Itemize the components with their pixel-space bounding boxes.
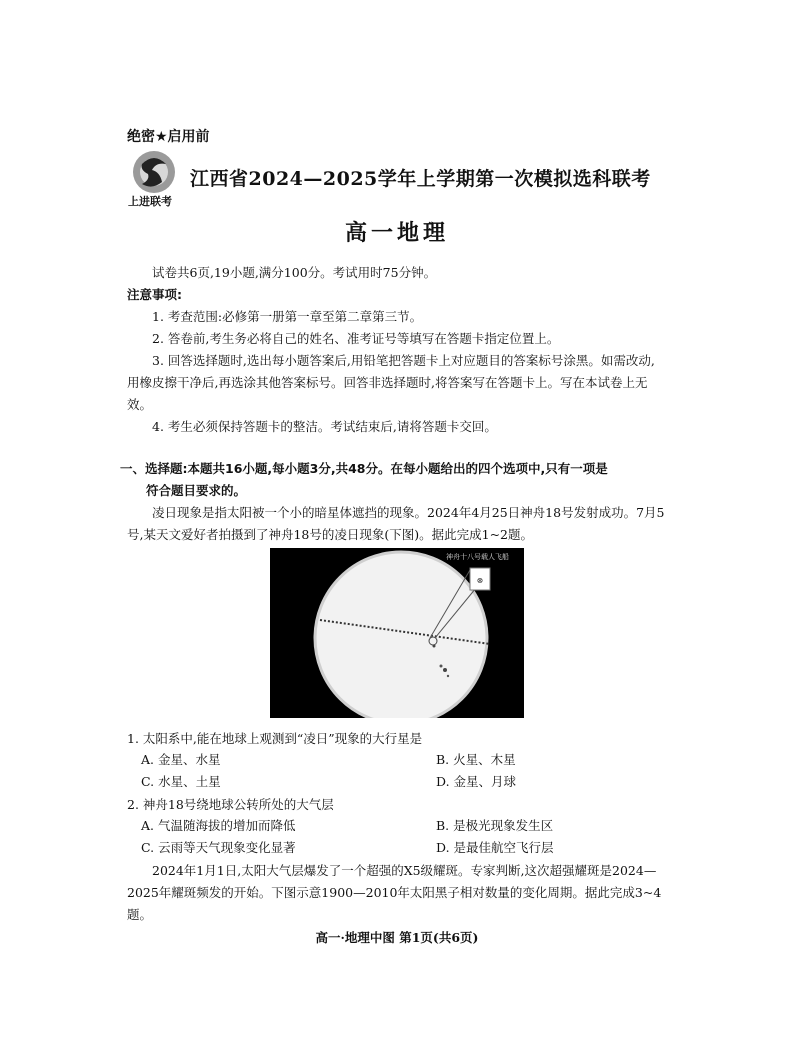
instruction-item: 1. 考查范围:必修第一册第一章至第二章第三节。 [152, 309, 423, 324]
question-stem: 2. 神舟18号绕地球公转所处的大气层 [127, 797, 334, 812]
exam-intro: 试卷共6页,19小题,满分100分。考试用时75分钟。 [152, 265, 437, 280]
question-stem: 1. 太阳系中,能在地球上观测到“凌日”现象的大行星是 [127, 731, 423, 746]
option-a: A. 气温随海拔的增加而降低 [141, 818, 296, 833]
option-d: D. 金星、月球 [436, 774, 517, 789]
exam-title: 江西省2024—2025学年上学期第一次模拟选科联考 [190, 168, 651, 190]
figure-label: 神舟十八号载人飞船 [446, 553, 509, 561]
logo-text: 上进联考 [128, 195, 172, 208]
instruction-item: 4. 考生必须保持答题卡的整洁。考试结束后,请将答题卡交回。 [152, 419, 497, 434]
solar-transit-photo [270, 548, 524, 718]
passage-transit: 凌日现象是指太阳被一个小的暗星体遮挡的现象。2024年4月25日神舟18号发射成功。7月5号,某天文爱好者拍摄到了神舟18号的凌日现象(下图)。据此完成1~2题。 [127, 505, 665, 542]
option-c: C. 水星、土星 [141, 774, 221, 789]
instructions-heading: 注意事项: [127, 287, 182, 302]
option-c: C. 云雨等天气现象变化显著 [141, 840, 296, 855]
sun-image [270, 548, 524, 718]
instruction-item: 3. 回答选择题时,选出每小题答案后,用铅笔把答题卡上对应题目的答案标号涂黑。如需改动,用橡皮擦干净后,再选涂其他答案标号。回答非选择题时,将答案写在答题卡上。写在本试卷上无效。 [127, 353, 655, 412]
option-a: A. 金星、水星 [141, 752, 221, 767]
subject-title: 高一地理 [344, 221, 449, 246]
option-b: B. 火星、木星 [436, 752, 516, 767]
option-d: D. 是最佳航空飞行层 [436, 840, 554, 855]
svg-text:⊗: ⊗ [476, 576, 484, 585]
confidential-label: 绝密★启用前 [127, 129, 210, 145]
section-heading-cont: 符合题目要求的。 [146, 483, 247, 498]
instruction-item: 2. 答卷前,考生务必将自己的姓名、准考证号等填写在答题卡指定位置上。 [152, 331, 560, 346]
passage-flare: 2024年1月1日,太阳大气层爆发了一个超强的X5级耀斑。专家判断,这次超强耀斑是2024—2025年耀斑频发的开始。下图示意1900—2010年太阳黑子相对数量的变化周期。据此完成3~4题。 [127, 863, 662, 922]
section-heading: 一、选择题:本题共16小题,每小题3分,共48分。在每小题给出的四个选项中,只有一项是 [120, 461, 608, 476]
page-footer: 高一·地理中图 第1页(共6页) [315, 930, 479, 945]
option-b: B. 是极光现象发生区 [436, 818, 554, 833]
